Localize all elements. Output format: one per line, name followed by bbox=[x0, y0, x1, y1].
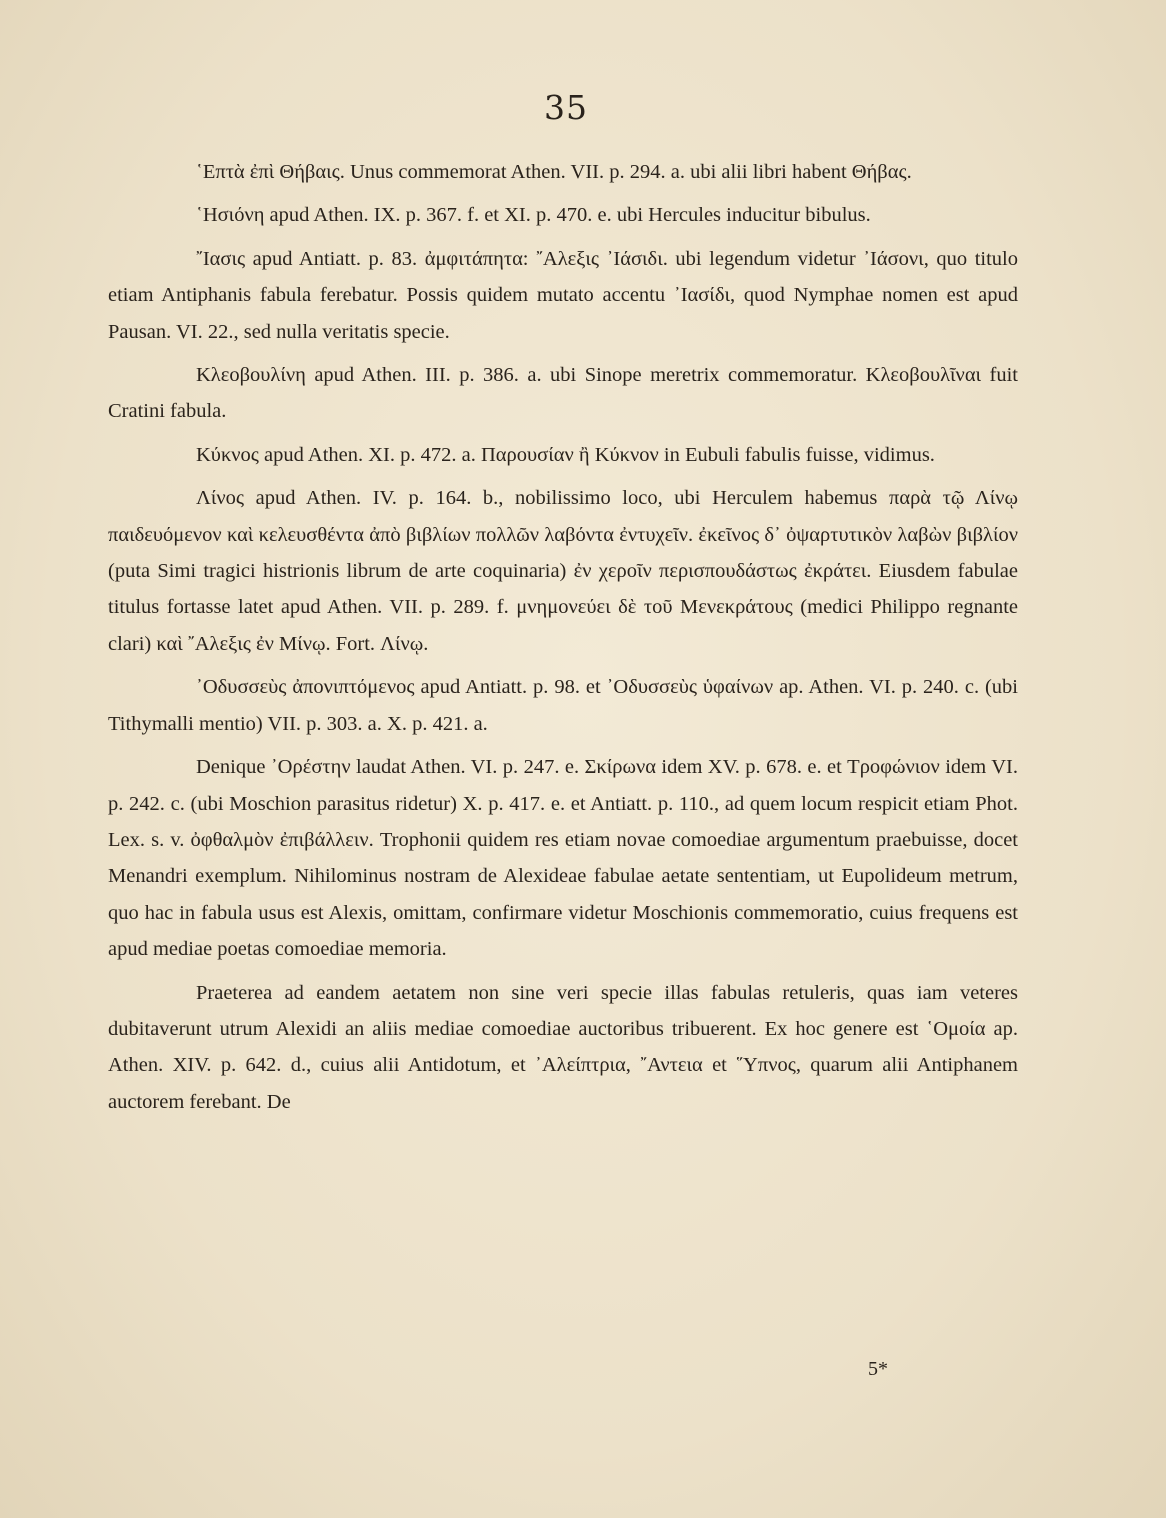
page-number: 35 bbox=[544, 88, 588, 127]
paragraph-kyknos: Κύκνος apud Athen. XI. p. 472. a. Παρουσίαν ἢ Κύκνον in Eubuli fabulis fuisse, vidimus. bbox=[196, 443, 935, 466]
paragraph-praeterea: Praeterea ad eandem aetatem non sine veri specie illas fabulas retuleris, quas iam veteres dubitaverunt utrum Alexidi an aliis mediae comoediae auctoribus tribuerent. Ex hoc genere est ῾Ομοία ap. Athen. XIV. p. 642. d., cuius alii Antidotum, et ᾽Αλείπτρια, ῎Αντεια et ῞Υπνος, quarum alii Antiphanem auctorem ferebant. De bbox=[108, 981, 1018, 1113]
paragraph-hepta-epi-thebais: ῾Επτὰ ἐπὶ Θήβαις. Unus commemorat Athen. VII. p. 294. a. ubi alii libri habent Θήβας. bbox=[196, 161, 912, 183]
paragraph-iasis: ῎Ιασις apud Antiatt. p. 83. ἀμφιτάπητα: ῎Αλεξις ᾽Ιάσιδι. ubi legendum videtur ᾽Ιάσονι, quo titulo etiam Antiphanis fabula ferebatur. Possis quidem mutato accentu ᾽Ιασίδι, quod Nymphae nomen est apud Pausan. VI. 22., sed nulla veritatis specie. bbox=[108, 247, 1018, 343]
paragraph-kleoboulina: Κλεοβουλίνη apud Athen. III. p. 386. a. ubi Sinope meretrix commemoratur. Κλεοβουλῖναι fuit Cratini fabula. bbox=[108, 364, 1018, 423]
body-text bbox=[108, 154, 1018, 1120]
paragraph-odysseus: ᾽Οδυσσεὺς ἀπονιπτόμενος apud Antiatt. p. 98. et ᾽Οδυσσεὺς ὑφαίνων ap. Athen. VI. p. 240. c. (ubi Tithymalli mentio) VII. p. 303. a. X. p. 421. a. bbox=[108, 676, 1018, 735]
paragraph-denique: Denique ᾽Ορέστην laudat Athen. VI. p. 247. e. Σκίρωνα idem XV. p. 678. e. et Τροφώνιον idem VI. p. 242. c. (ubi Moschion parasitus ridetur) X. p. 417. e. et Antiatt. p. 110., ad quem locum respicit etiam Phot. Lex. s. v. ὀφθαλμὸν ἐπιβάλλειν. Trophonii quidem res etiam novae comoediae argumentum praebuisse, docet Menandri exemplum. Nihilominus nostram de Alexideae fabulae aetate sententiam, ut Eupolideum metrum, quo hac in fabula usus est Alexis, omittam, confirmare videtur Moschionis commemoratio, cuius frequens est apud mediae poetas comoediae memoria. bbox=[108, 756, 1018, 961]
paragraph-hesione: ῾Ησιόνη apud Athen. IX. p. 367. f. et XI. p. 470. e. ubi Hercules inducitur bibulus. bbox=[196, 204, 871, 227]
signature-mark: 5* bbox=[868, 1358, 888, 1380]
paragraph-linos: Λίνος apud Athen. IV. p. 164. b., nobilissimo loco, ubi Herculem habemus παρὰ τῷ Λίνῳ παιδευόμενον καὶ κελευσθέντα ἀπὸ βιβλίων πολλῶν λαβόντα ἐντυχεῖν. ἐκεῖνος δ᾽ ὀψαρτυτικὸν λαβὼν βιβλίον (puta Simi tragici histrionis librum de arte coquinaria) ἐν χεροῖν περισπουδάστως ἐκράτει. Eiusdem fabulae titulus fortasse latet apud Athen. VII. p. 289. f. μνημονεύει δὲ τοῦ Μενεκράτους (medici Philippo regnante clari) καὶ ῎Αλεξις ἐν Μίνῳ. Fort. Λίνῳ. bbox=[108, 487, 1018, 655]
